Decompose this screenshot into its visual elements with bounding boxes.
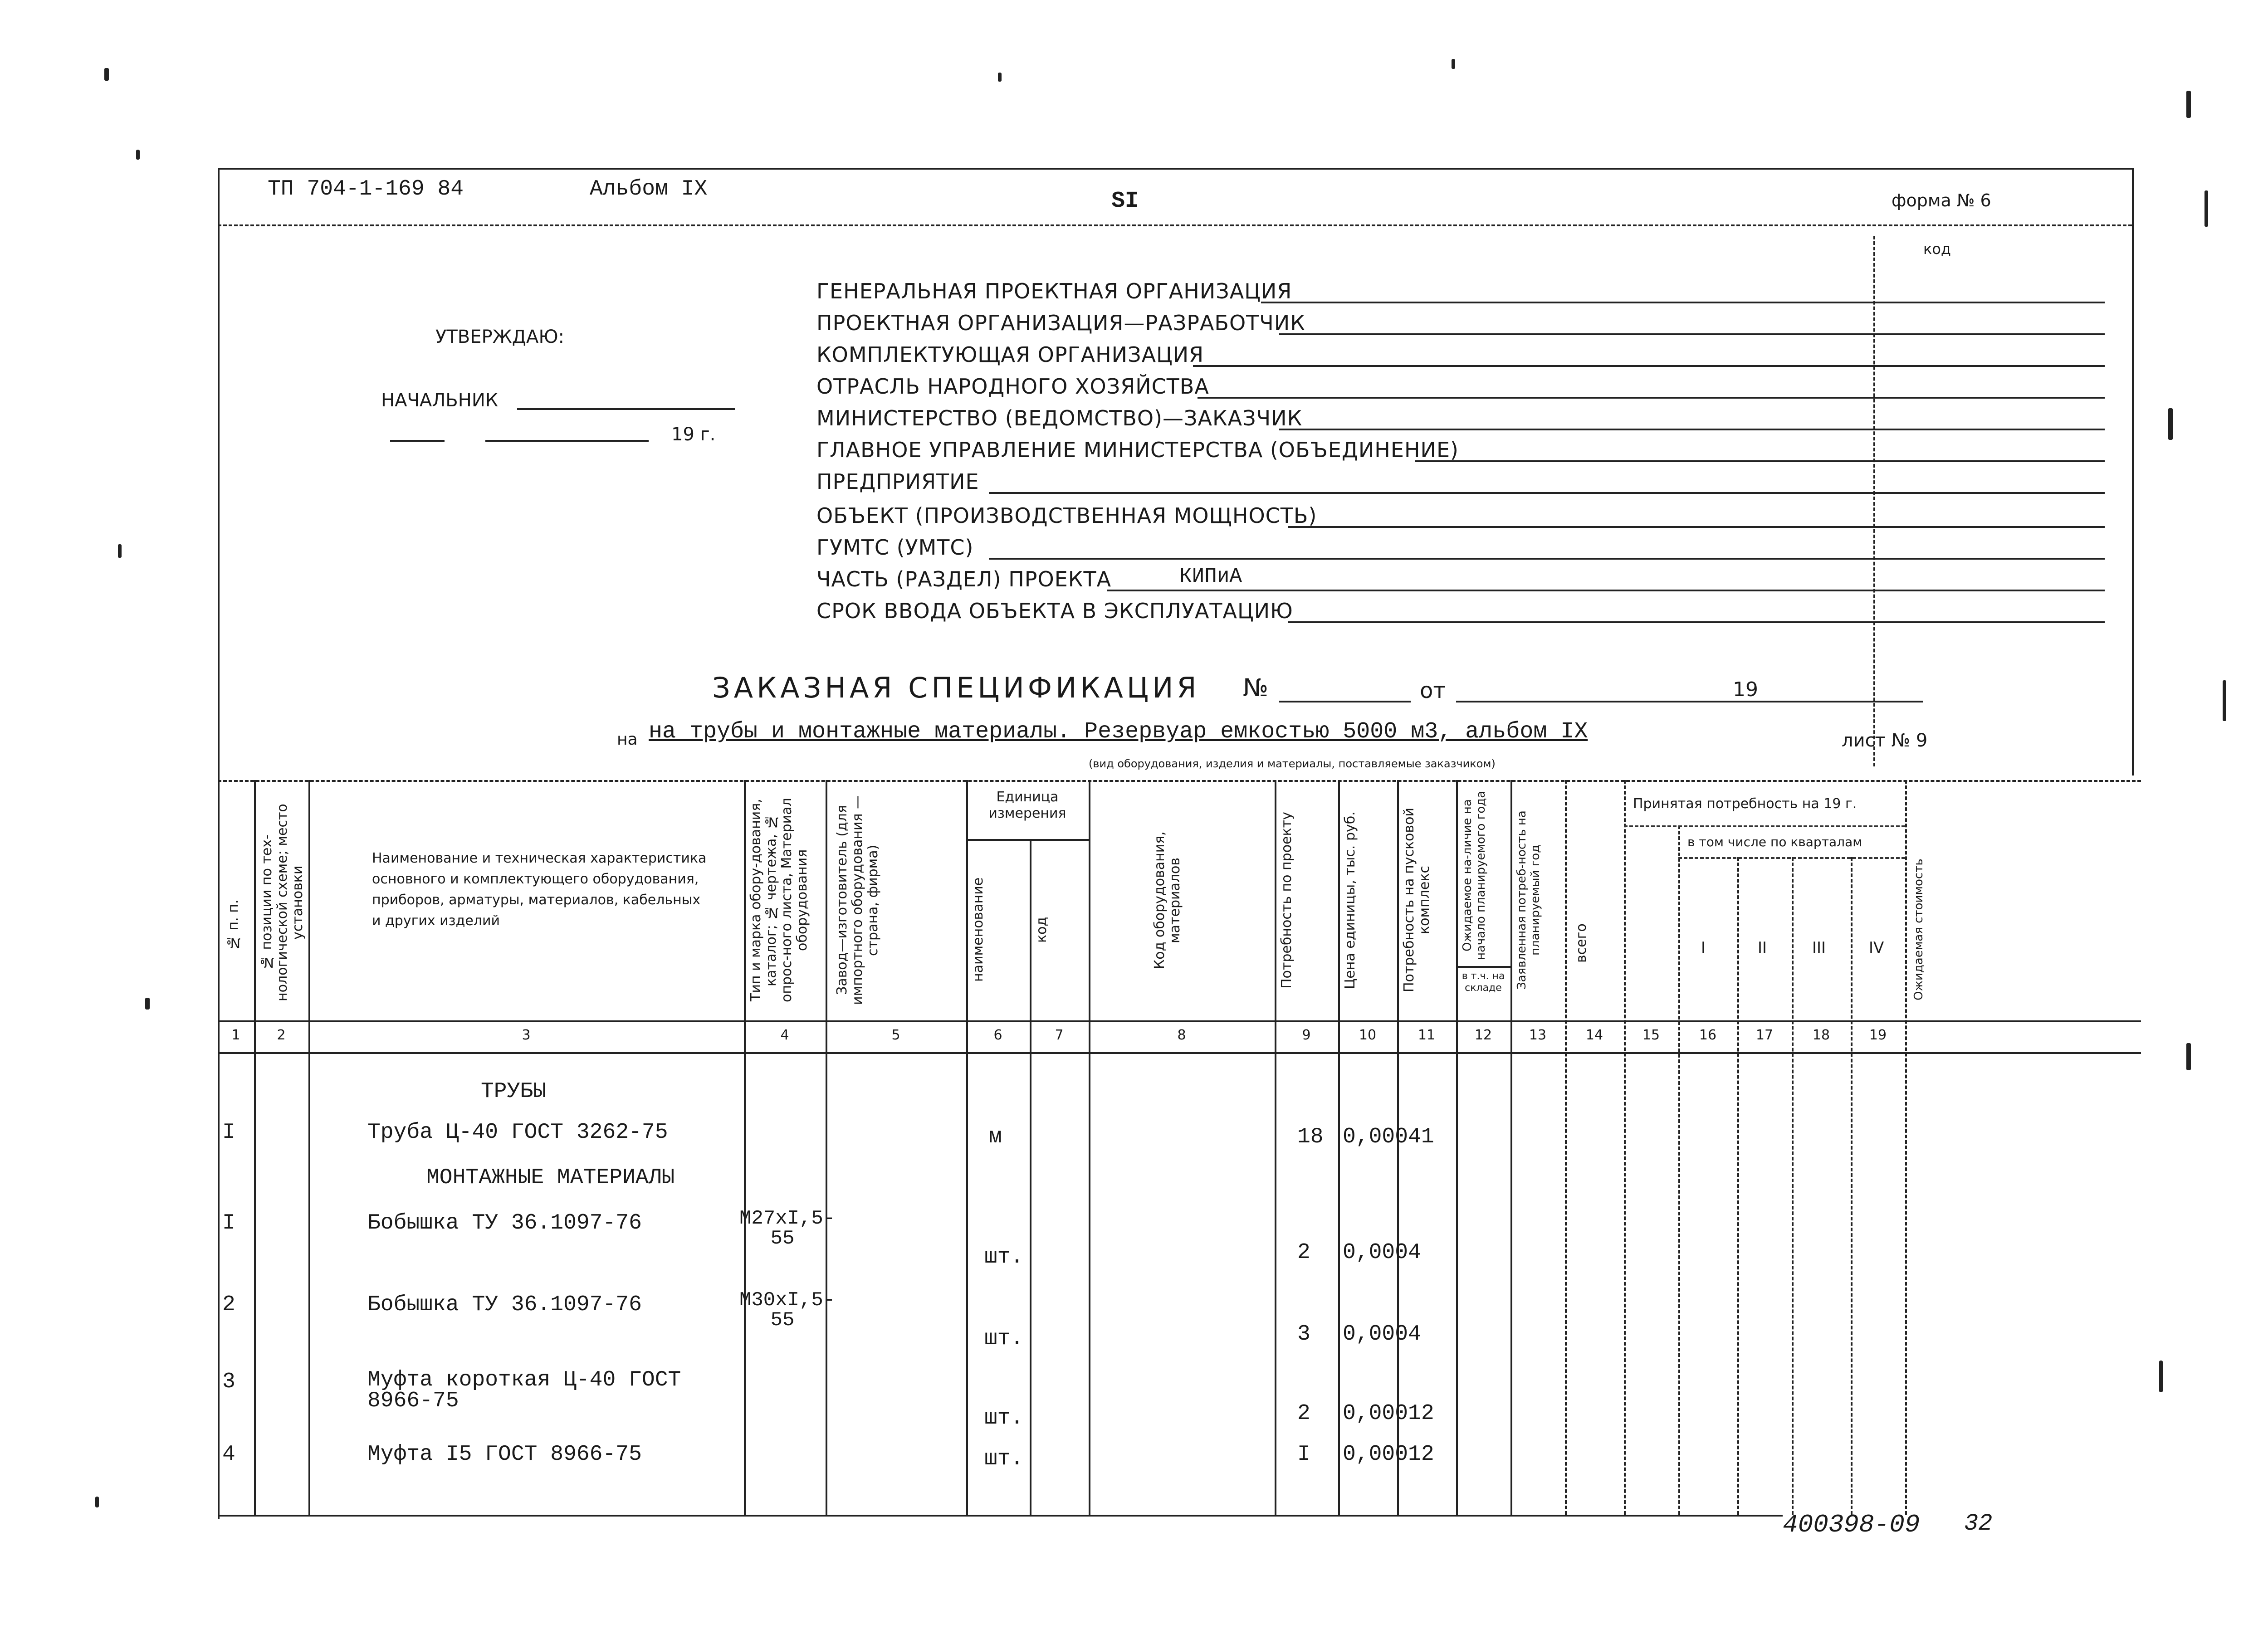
- year-label: 19: [1733, 678, 1758, 701]
- quarter-3: III: [1812, 939, 1826, 957]
- sheet-mark: SI: [1111, 188, 1139, 214]
- col-header-5: Завод—изготовитель (для импортного оборудования —страна, фирма): [834, 795, 881, 1005]
- code-column-line: [1873, 236, 1875, 766]
- approve-label: УТВЕРЖДАЮ:: [435, 327, 565, 347]
- scan-speck: [104, 68, 109, 81]
- col-line-14: [1624, 780, 1626, 1515]
- colnum-15: 15: [1642, 1027, 1660, 1043]
- number-line[interactable]: [1279, 701, 1411, 702]
- colnum-4: 4: [780, 1027, 789, 1043]
- scan-speck: [136, 150, 140, 160]
- specification-sheet: [218, 168, 2141, 1539]
- field-label-developer-org: ПРОЕКТНАЯ ОРГАНИЗАЦИЯ—РАЗРАБОТЧИК: [816, 311, 1305, 335]
- row-2-qty: 2: [1297, 1240, 1310, 1265]
- colnum-16: 16: [1699, 1027, 1717, 1043]
- colnum-9: 9: [1302, 1027, 1311, 1043]
- month-line: [485, 440, 649, 442]
- col-header-11: Потребность на пусковой комплекс: [1401, 808, 1432, 993]
- colnum-2: 2: [277, 1027, 286, 1043]
- colnum-17: 17: [1755, 1027, 1774, 1043]
- col-line-15: [1678, 825, 1680, 1515]
- frame-top: [218, 168, 2132, 170]
- col-line-8: [1275, 780, 1276, 1515]
- row-5-qty: I: [1297, 1442, 1310, 1467]
- stock-subline: [1456, 966, 1510, 968]
- table-header-bottom: [218, 1020, 2141, 1022]
- colnum-7: 7: [1055, 1027, 1064, 1043]
- row-2-mark: М27хI,5-55: [739, 1207, 836, 1250]
- quarters-group-line: [1678, 857, 1905, 859]
- row-4-number: 3: [222, 1370, 235, 1394]
- colnum-19: 19: [1869, 1027, 1887, 1043]
- colnum-3: 3: [522, 1027, 531, 1043]
- field-label-general-org: ГЕНЕРАЛЬНАЯ ПРОЕКТНАЯ ОРГАНИЗАЦИЯ: [816, 279, 1292, 303]
- col-header-6: наименование: [970, 877, 986, 982]
- scan-speck: [1452, 59, 1455, 69]
- quarters-header: в том числе по кварталам: [1687, 834, 1862, 849]
- row-3-name: Бобышка ТУ 36.1097-76: [367, 1292, 642, 1317]
- code-label: код: [1923, 240, 1951, 258]
- row-1-number: I: [222, 1120, 235, 1145]
- col-line-16: [1737, 857, 1739, 1515]
- sheet-number: лист № 9: [1842, 730, 1928, 751]
- col-header-10: Цена единицы, тыс. руб.: [1342, 811, 1358, 989]
- row-2-number: I: [222, 1211, 235, 1235]
- col-line-6: [1030, 839, 1031, 1515]
- field-line-general-org[interactable]: [1261, 302, 2105, 303]
- colnum-12: 12: [1474, 1027, 1492, 1043]
- row-5-number: 4: [222, 1442, 235, 1467]
- col-header-12b: в т.ч. на складе: [1461, 971, 1505, 994]
- col-header-13: Заявленная потреб-ность на планируемый год: [1515, 810, 1542, 990]
- field-line-developer-org[interactable]: [1279, 333, 2105, 335]
- col-line-2: [308, 780, 310, 1515]
- col-line-4: [826, 780, 827, 1515]
- unit-group-line: [966, 839, 1089, 841]
- field-label-enterprise: ПРЕДПРИЯТИЕ: [816, 469, 979, 494]
- subject-caption: (вид оборудования, изделия и материалы, поставляемые заказчиком): [1089, 757, 1496, 770]
- page-number: 32: [1964, 1510, 1993, 1537]
- row-5-price: 0,00012: [1343, 1442, 1434, 1467]
- field-label-commissioning: СРОК ВВОДА ОБЪЕКТА В ЭКСПЛУАТАЦИЮ: [816, 599, 1293, 623]
- field-line-main-directorate[interactable]: [1415, 460, 2105, 462]
- row-3-mark: М30хI,5-55: [739, 1289, 836, 1331]
- col-line-9: [1338, 780, 1340, 1515]
- scan-speck: [2159, 1361, 2163, 1392]
- spec-title: ЗАКАЗНАЯ СПЕЦИФИКАЦИЯ: [712, 671, 1200, 704]
- col-line-5: [966, 780, 968, 1515]
- field-line-object[interactable]: [1288, 526, 2105, 528]
- col-header-19: Ожидаемая стоимость: [1912, 858, 1926, 1001]
- field-line-supplier-org[interactable]: [1193, 365, 2105, 367]
- accepted-group-line: [1624, 825, 1905, 827]
- row-1-price: 0,00041: [1343, 1125, 1434, 1149]
- chief-label: НАЧАЛЬНИК: [381, 390, 499, 411]
- col-header-1: № п. п.: [225, 899, 241, 951]
- col-header-12: Ожидаемое на-личие на начало планируемого года: [1461, 790, 1488, 960]
- col-line-13: [1565, 780, 1567, 1515]
- row-4-qty: 2: [1297, 1401, 1310, 1426]
- field-value-project-part: КИПиА: [1179, 565, 1242, 588]
- quarter-2: II: [1758, 939, 1767, 957]
- row-3-unit: шт.: [984, 1327, 1024, 1351]
- col-header-2: № позиции по тех-нологической схеме; место установки: [259, 804, 306, 1001]
- form-label: форма № 6: [1892, 190, 1991, 210]
- album-label: Альбом IX: [590, 177, 708, 201]
- table-number-row-bottom: [218, 1052, 2141, 1054]
- col-header-8: Код оборудования, материалов: [1152, 831, 1183, 969]
- quarter-4: IV: [1869, 939, 1884, 957]
- scan-speck: [2168, 408, 2173, 440]
- scan-speck: [95, 1497, 99, 1507]
- scan-speck: [998, 73, 1002, 82]
- scan-speck: [118, 544, 122, 558]
- row-2-price: 0,0004: [1343, 1240, 1421, 1265]
- col-line-17: [1792, 857, 1794, 1515]
- field-line-ministry[interactable]: [1279, 429, 2105, 430]
- col-line-1: [254, 780, 256, 1515]
- scan-speck: [2204, 190, 2208, 227]
- colnum-6: 6: [993, 1027, 1002, 1043]
- from-label: от: [1420, 678, 1446, 703]
- accepted-group-header: Принятая потребность на 19 г.: [1633, 796, 1857, 812]
- on-label: на: [617, 730, 638, 749]
- row-4-name: Муфта короткая Ц-40 ГОСТ 8966-75: [367, 1368, 681, 1413]
- table-bottom-line: [218, 1515, 1783, 1517]
- doc-code: ТП 704-1-169 84: [268, 177, 464, 201]
- field-label-object: ОБЪЕКТ (ПРОИЗВОДСТВЕННАЯ МОЩНОСТЬ): [816, 503, 1317, 528]
- field-line-commissioning[interactable]: [1288, 621, 2105, 623]
- row-1-unit: м: [989, 1125, 1002, 1149]
- header-divider: [218, 224, 2132, 226]
- row-1-name: Труба Ц-40 ГОСТ 3262-75: [367, 1120, 668, 1145]
- col-line-12: [1510, 780, 1512, 1515]
- colnum-13: 13: [1529, 1027, 1547, 1043]
- scan-speck: [145, 998, 150, 1010]
- row-2-name: Бобышка ТУ 36.1097-76: [367, 1211, 642, 1235]
- field-label-supplier-org: КОМПЛЕКТУЮЩАЯ ОРГАНИЗАЦИЯ: [816, 342, 1204, 367]
- field-label-main-directorate: ГЛАВНОЕ УПРАВЛЕНИЕ МИНИСТЕРСТВА (ОБЪЕДИНЕНИЕ): [816, 438, 1459, 462]
- colnum-11: 11: [1418, 1027, 1436, 1043]
- quarter-1: I: [1701, 939, 1706, 957]
- chief-signature-line: [517, 408, 735, 410]
- row-3-qty: 3: [1297, 1322, 1310, 1346]
- field-label-industry: ОТРАСЛЬ НАРОДНОГО ХОЗЯЙСТВА: [816, 374, 1209, 399]
- colnum-18: 18: [1812, 1027, 1830, 1043]
- field-label-project-part: ЧАСТЬ (РАЗДЕЛ) ПРОЕКТА: [816, 567, 1112, 591]
- col-header-9: Потребность по проекту: [1279, 812, 1295, 989]
- date-line[interactable]: [1456, 701, 1923, 702]
- number-label: №: [1243, 673, 1269, 702]
- scan-speck: [2186, 91, 2191, 118]
- scan-speck: [2223, 680, 2226, 721]
- spec-subject: на трубы и монтажные материалы. Резервуар емкостью 5000 м3, альбом IX: [649, 719, 1588, 745]
- row-4-price: 0,00012: [1343, 1401, 1434, 1426]
- frame-left: [218, 168, 220, 1519]
- colnum-10: 10: [1359, 1027, 1377, 1043]
- row-2-unit: шт.: [984, 1245, 1024, 1269]
- col-line-18: [1851, 857, 1853, 1515]
- approval-year: 19 г.: [671, 424, 716, 445]
- colnum-5: 5: [891, 1027, 900, 1043]
- row-1-qty: 18: [1297, 1125, 1324, 1149]
- field-line-project-part[interactable]: [1107, 590, 2105, 591]
- colnum-1: 1: [231, 1027, 240, 1043]
- field-line-gumts[interactable]: [989, 558, 2105, 560]
- row-5-unit: шт.: [984, 1447, 1024, 1471]
- col-line-11: [1456, 780, 1458, 1515]
- row-5-name: Муфта I5 ГОСТ 8966-75: [367, 1442, 642, 1467]
- col-header-14: всего: [1574, 923, 1589, 963]
- colnum-8: 8: [1177, 1027, 1186, 1043]
- col-header-3: Наименование и техническая характеристика основного и комплектующего оборудования, приборов, арматуры, материалов, кабельных и других изделий: [372, 850, 707, 929]
- row-4-unit: шт.: [984, 1406, 1024, 1430]
- row-3-number: 2: [222, 1292, 235, 1317]
- field-label-gumts: ГУМТС (УМТС): [816, 535, 974, 560]
- colnum-14: 14: [1585, 1027, 1603, 1043]
- unit-group-header: Единица измерения: [988, 789, 1066, 821]
- frame-right: [2132, 168, 2134, 775]
- table-top-line: [218, 780, 2141, 782]
- col-line-3: [744, 780, 746, 1515]
- field-label-ministry: МИНИСТЕРСТВО (ВЕДОМСТВО)—ЗАКАЗЧИК: [816, 406, 1303, 430]
- col-line-7: [1089, 780, 1090, 1515]
- col-line-19: [1905, 780, 1907, 1515]
- section-pipes: ТРУБЫ: [481, 1079, 547, 1104]
- row-3-price: 0,0004: [1343, 1322, 1421, 1346]
- section-mounting-materials: МОНТАЖНЫЕ МАТЕРИАЛЫ: [426, 1166, 675, 1190]
- field-line-industry[interactable]: [1198, 397, 2105, 399]
- col-header-4: Тип и марка обору-дования, каталог; № чертежа, № опрос-ного листа, Материал оборудования: [748, 798, 810, 1003]
- field-line-enterprise[interactable]: [989, 492, 2105, 494]
- day-line: [390, 440, 445, 442]
- archive-stamp: 400398-09: [1783, 1510, 1920, 1539]
- col-header-7: код: [1034, 917, 1050, 943]
- scan-speck: [2186, 1043, 2191, 1070]
